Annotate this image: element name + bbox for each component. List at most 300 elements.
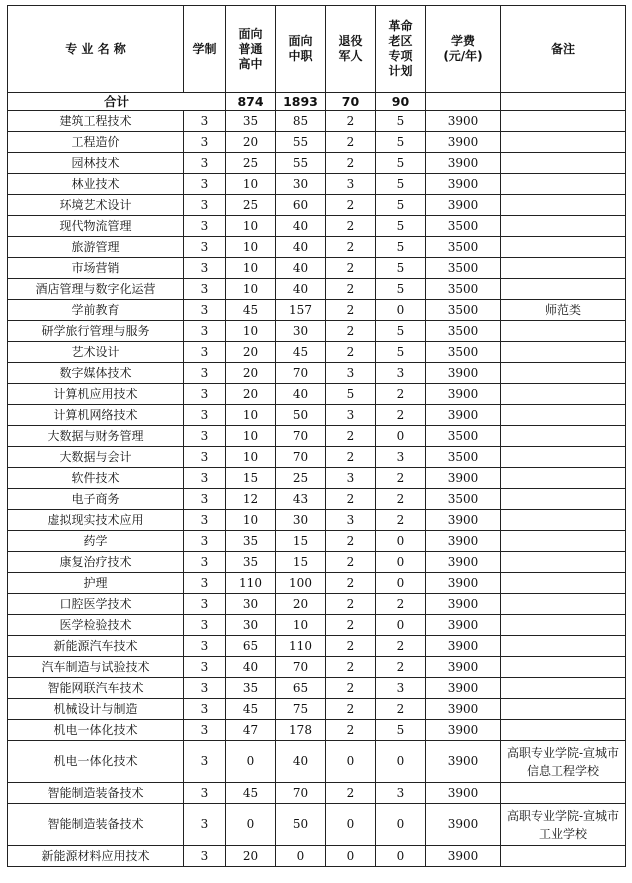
revolution-cell: 0 bbox=[376, 741, 426, 783]
total-general-hs: 874 bbox=[226, 93, 276, 111]
years-cell: 3 bbox=[184, 447, 226, 468]
vocational-cell: 70 bbox=[276, 783, 326, 804]
table-row bbox=[8, 258, 626, 279]
remark-cell bbox=[501, 636, 626, 657]
remark-cell bbox=[501, 510, 626, 531]
major-cell: 医学检验技术 bbox=[8, 615, 184, 636]
veterans-cell: 3 bbox=[326, 405, 376, 426]
general-hs-cell: 25 bbox=[226, 153, 276, 174]
enrollment-plan-document bbox=[7, 5, 626, 867]
table-row bbox=[8, 699, 626, 720]
fee-cell: 3900 bbox=[426, 153, 501, 174]
remark-cell bbox=[501, 237, 626, 258]
header-revolution-line: 专项 bbox=[388, 49, 413, 63]
vocational-cell: 100 bbox=[276, 573, 326, 594]
veterans-cell: 2 bbox=[326, 216, 376, 237]
fee-cell: 3900 bbox=[426, 636, 501, 657]
table-row bbox=[8, 468, 626, 489]
major-cell: 数字媒体技术 bbox=[8, 363, 184, 384]
fee-cell: 3500 bbox=[426, 237, 501, 258]
general-hs-cell: 10 bbox=[226, 237, 276, 258]
general-hs-cell: 12 bbox=[226, 489, 276, 510]
revolution-cell: 2 bbox=[376, 699, 426, 720]
remark-cell: 高职专业学院-宣城市工业学校 bbox=[501, 804, 626, 846]
vocational-cell: 40 bbox=[276, 279, 326, 300]
header-fee bbox=[426, 6, 501, 93]
years-cell: 3 bbox=[184, 132, 226, 153]
header-remark: 备注 bbox=[501, 6, 626, 93]
general-hs-cell: 47 bbox=[226, 720, 276, 741]
total-vocational: 1893 bbox=[276, 93, 326, 111]
vocational-cell: 110 bbox=[276, 636, 326, 657]
veterans-cell: 2 bbox=[326, 573, 376, 594]
general-hs-cell: 20 bbox=[226, 384, 276, 405]
veterans-cell: 2 bbox=[326, 300, 376, 321]
years-cell: 3 bbox=[184, 720, 226, 741]
vocational-cell: 15 bbox=[276, 531, 326, 552]
remark-cell bbox=[501, 468, 626, 489]
remark-cell bbox=[501, 321, 626, 342]
years-cell: 3 bbox=[184, 783, 226, 804]
remark-cell bbox=[501, 174, 626, 195]
table-row bbox=[8, 615, 626, 636]
years-cell: 3 bbox=[184, 279, 226, 300]
major-cell: 新能源汽车技术 bbox=[8, 636, 184, 657]
fee-cell: 3900 bbox=[426, 594, 501, 615]
revolution-cell: 2 bbox=[376, 594, 426, 615]
table-row bbox=[8, 846, 626, 867]
years-cell: 3 bbox=[184, 195, 226, 216]
veterans-cell: 0 bbox=[326, 804, 376, 846]
table-row bbox=[8, 300, 626, 321]
header-vocational-line: 面向 bbox=[288, 34, 313, 48]
header-fee-line: (元/年) bbox=[443, 49, 483, 63]
major-cell: 建筑工程技术 bbox=[8, 111, 184, 132]
remark-cell bbox=[501, 552, 626, 573]
veterans-cell: 2 bbox=[326, 552, 376, 573]
table-row bbox=[8, 678, 626, 699]
revolution-cell: 0 bbox=[376, 426, 426, 447]
veterans-cell: 5 bbox=[326, 384, 376, 405]
remark-cell bbox=[501, 846, 626, 867]
veterans-cell: 2 bbox=[326, 531, 376, 552]
general-hs-cell: 10 bbox=[226, 321, 276, 342]
fee-cell: 3500 bbox=[426, 447, 501, 468]
fee-cell: 3500 bbox=[426, 426, 501, 447]
fee-cell: 3500 bbox=[426, 258, 501, 279]
years-cell: 3 bbox=[184, 174, 226, 195]
table-row bbox=[8, 279, 626, 300]
major-cell: 大数据与财务管理 bbox=[8, 426, 184, 447]
years-cell: 3 bbox=[184, 384, 226, 405]
revolution-cell: 2 bbox=[376, 405, 426, 426]
fee-cell: 3900 bbox=[426, 405, 501, 426]
fee-cell: 3900 bbox=[426, 741, 501, 783]
revolution-cell: 3 bbox=[376, 363, 426, 384]
fee-cell: 3500 bbox=[426, 216, 501, 237]
header-vocational bbox=[276, 6, 326, 93]
revolution-cell: 2 bbox=[376, 657, 426, 678]
vocational-cell: 60 bbox=[276, 195, 326, 216]
fee-cell: 3900 bbox=[426, 132, 501, 153]
fee-cell: 3900 bbox=[426, 111, 501, 132]
table-row bbox=[8, 132, 626, 153]
table-row bbox=[8, 510, 626, 531]
remark-cell bbox=[501, 447, 626, 468]
fee-cell: 3900 bbox=[426, 468, 501, 489]
general-hs-cell: 10 bbox=[226, 510, 276, 531]
general-hs-cell: 10 bbox=[226, 258, 276, 279]
major-cell: 园林技术 bbox=[8, 153, 184, 174]
veterans-cell: 2 bbox=[326, 237, 376, 258]
revolution-cell: 5 bbox=[376, 132, 426, 153]
revolution-cell: 0 bbox=[376, 846, 426, 867]
revolution-cell: 5 bbox=[376, 111, 426, 132]
major-cell: 机电一体化技术 bbox=[8, 741, 184, 783]
revolution-cell: 5 bbox=[376, 216, 426, 237]
fee-cell: 3900 bbox=[426, 699, 501, 720]
vocational-cell: 40 bbox=[276, 384, 326, 405]
vocational-cell: 30 bbox=[276, 321, 326, 342]
years-cell: 3 bbox=[184, 216, 226, 237]
vocational-cell: 40 bbox=[276, 741, 326, 783]
table-row bbox=[8, 426, 626, 447]
vocational-cell: 85 bbox=[276, 111, 326, 132]
header-veterans bbox=[326, 6, 376, 93]
revolution-cell: 5 bbox=[376, 321, 426, 342]
table-row bbox=[8, 384, 626, 405]
veterans-cell: 2 bbox=[326, 258, 376, 279]
total-veterans: 70 bbox=[326, 93, 376, 111]
general-hs-cell: 10 bbox=[226, 174, 276, 195]
remark-cell bbox=[501, 678, 626, 699]
table-row bbox=[8, 720, 626, 741]
general-hs-cell: 35 bbox=[226, 552, 276, 573]
years-cell: 3 bbox=[184, 531, 226, 552]
vocational-cell: 40 bbox=[276, 216, 326, 237]
vocational-cell: 70 bbox=[276, 447, 326, 468]
vocational-cell: 15 bbox=[276, 552, 326, 573]
years-cell: 3 bbox=[184, 342, 226, 363]
remark-cell bbox=[501, 531, 626, 552]
vocational-cell: 50 bbox=[276, 804, 326, 846]
revolution-cell: 3 bbox=[376, 447, 426, 468]
major-cell: 口腔医学技术 bbox=[8, 594, 184, 615]
major-cell: 虚拟现实技术应用 bbox=[8, 510, 184, 531]
remark-cell bbox=[501, 111, 626, 132]
remark-cell bbox=[501, 699, 626, 720]
fee-cell: 3900 bbox=[426, 174, 501, 195]
vocational-cell: 157 bbox=[276, 300, 326, 321]
general-hs-cell: 20 bbox=[226, 846, 276, 867]
years-cell: 3 bbox=[184, 657, 226, 678]
major-cell: 工程造价 bbox=[8, 132, 184, 153]
remark-cell bbox=[501, 342, 626, 363]
veterans-cell: 2 bbox=[326, 447, 376, 468]
veterans-cell: 2 bbox=[326, 279, 376, 300]
revolution-cell: 2 bbox=[376, 489, 426, 510]
years-cell: 3 bbox=[184, 804, 226, 846]
header-years: 学制 bbox=[184, 6, 226, 93]
major-cell: 药学 bbox=[8, 531, 184, 552]
revolution-cell: 2 bbox=[376, 510, 426, 531]
header-veterans-line: 退役 bbox=[338, 34, 363, 48]
major-cell: 软件技术 bbox=[8, 468, 184, 489]
general-hs-cell: 35 bbox=[226, 111, 276, 132]
table-row bbox=[8, 531, 626, 552]
major-cell: 研学旅行管理与服务 bbox=[8, 321, 184, 342]
major-cell: 计算机应用技术 bbox=[8, 384, 184, 405]
years-cell: 3 bbox=[184, 405, 226, 426]
major-cell: 学前教育 bbox=[8, 300, 184, 321]
table-row bbox=[8, 594, 626, 615]
major-cell: 计算机网络技术 bbox=[8, 405, 184, 426]
header-veterans-line: 军人 bbox=[338, 49, 363, 63]
remark-cell: 高职专业学院-宣城市信息工程学校 bbox=[501, 741, 626, 783]
table-row bbox=[8, 552, 626, 573]
years-cell: 3 bbox=[184, 594, 226, 615]
general-hs-cell: 25 bbox=[226, 195, 276, 216]
years-cell: 3 bbox=[184, 846, 226, 867]
major-cell: 康复治疗技术 bbox=[8, 552, 184, 573]
table-row bbox=[8, 174, 626, 195]
fee-cell: 3900 bbox=[426, 846, 501, 867]
revolution-cell: 5 bbox=[376, 174, 426, 195]
general-hs-cell: 30 bbox=[226, 615, 276, 636]
veterans-cell: 2 bbox=[326, 426, 376, 447]
major-cell: 智能网联汽车技术 bbox=[8, 678, 184, 699]
years-cell: 3 bbox=[184, 111, 226, 132]
fee-cell: 3900 bbox=[426, 363, 501, 384]
general-hs-cell: 30 bbox=[226, 594, 276, 615]
veterans-cell: 2 bbox=[326, 657, 376, 678]
revolution-cell: 5 bbox=[376, 153, 426, 174]
vocational-cell: 50 bbox=[276, 405, 326, 426]
veterans-cell: 2 bbox=[326, 636, 376, 657]
remark-cell bbox=[501, 363, 626, 384]
major-cell: 酒店管理与数字化运营 bbox=[8, 279, 184, 300]
veterans-cell: 0 bbox=[326, 846, 376, 867]
revolution-cell: 3 bbox=[376, 678, 426, 699]
revolution-cell: 5 bbox=[376, 195, 426, 216]
years-cell: 3 bbox=[184, 426, 226, 447]
veterans-cell: 2 bbox=[326, 783, 376, 804]
table-row bbox=[8, 405, 626, 426]
revolution-cell: 2 bbox=[376, 636, 426, 657]
major-cell: 大数据与会计 bbox=[8, 447, 184, 468]
header-general-hs-line: 高中 bbox=[238, 56, 263, 71]
table-row bbox=[8, 804, 626, 846]
veterans-cell: 2 bbox=[326, 678, 376, 699]
major-cell: 护理 bbox=[8, 573, 184, 594]
general-hs-cell: 20 bbox=[226, 342, 276, 363]
years-cell: 3 bbox=[184, 552, 226, 573]
fee-cell: 3900 bbox=[426, 615, 501, 636]
table-row bbox=[8, 216, 626, 237]
vocational-cell: 0 bbox=[276, 846, 326, 867]
veterans-cell: 2 bbox=[326, 615, 376, 636]
veterans-cell: 3 bbox=[326, 363, 376, 384]
major-cell: 旅游管理 bbox=[8, 237, 184, 258]
header-general-hs bbox=[226, 6, 276, 93]
remark-cell bbox=[501, 258, 626, 279]
table-row bbox=[8, 363, 626, 384]
general-hs-cell: 35 bbox=[226, 678, 276, 699]
table-row bbox=[8, 741, 626, 783]
veterans-cell: 2 bbox=[326, 321, 376, 342]
general-hs-cell: 0 bbox=[226, 741, 276, 783]
fee-cell: 3500 bbox=[426, 342, 501, 363]
remark-cell bbox=[501, 132, 626, 153]
fee-cell: 3900 bbox=[426, 384, 501, 405]
header-revolution-line: 革命 bbox=[388, 19, 413, 33]
veterans-cell: 2 bbox=[326, 342, 376, 363]
revolution-cell: 0 bbox=[376, 573, 426, 594]
revolution-cell: 0 bbox=[376, 615, 426, 636]
remark-cell bbox=[501, 657, 626, 678]
years-cell: 3 bbox=[184, 699, 226, 720]
revolution-cell: 0 bbox=[376, 300, 426, 321]
years-cell: 3 bbox=[184, 468, 226, 489]
total-revolution: 90 bbox=[376, 93, 426, 111]
general-hs-cell: 10 bbox=[226, 279, 276, 300]
remark-cell bbox=[501, 195, 626, 216]
revolution-cell: 0 bbox=[376, 531, 426, 552]
general-hs-cell: 20 bbox=[226, 132, 276, 153]
fee-cell: 3900 bbox=[426, 804, 501, 846]
fee-cell: 3500 bbox=[426, 300, 501, 321]
remark-cell: 师范类 bbox=[501, 300, 626, 321]
fee-cell: 3900 bbox=[426, 678, 501, 699]
table-row bbox=[8, 636, 626, 657]
vocational-cell: 10 bbox=[276, 615, 326, 636]
major-cell: 林业技术 bbox=[8, 174, 184, 195]
header-general-hs-line: 普通 bbox=[238, 41, 263, 56]
major-cell: 机械设计与制造 bbox=[8, 699, 184, 720]
fee-cell: 3500 bbox=[426, 279, 501, 300]
remark-cell bbox=[501, 279, 626, 300]
table-row bbox=[8, 237, 626, 258]
vocational-cell: 70 bbox=[276, 363, 326, 384]
general-hs-cell: 10 bbox=[226, 405, 276, 426]
vocational-cell: 30 bbox=[276, 174, 326, 195]
vocational-cell: 43 bbox=[276, 489, 326, 510]
veterans-cell: 2 bbox=[326, 153, 376, 174]
major-cell: 市场营销 bbox=[8, 258, 184, 279]
veterans-cell: 3 bbox=[326, 174, 376, 195]
remark-cell bbox=[501, 615, 626, 636]
header-major: 专 业 名 称 bbox=[8, 6, 184, 93]
total-remark bbox=[501, 93, 626, 111]
table-row bbox=[8, 111, 626, 132]
revolution-cell: 3 bbox=[376, 783, 426, 804]
major-cell: 环境艺术设计 bbox=[8, 195, 184, 216]
general-hs-cell: 10 bbox=[226, 426, 276, 447]
years-cell: 3 bbox=[184, 237, 226, 258]
revolution-cell: 2 bbox=[376, 384, 426, 405]
revolution-cell: 0 bbox=[376, 552, 426, 573]
fee-cell: 3900 bbox=[426, 531, 501, 552]
remark-cell bbox=[501, 783, 626, 804]
table-row bbox=[8, 783, 626, 804]
major-cell: 智能制造装备技术 bbox=[8, 783, 184, 804]
table-row bbox=[8, 342, 626, 363]
revolution-cell: 5 bbox=[376, 258, 426, 279]
veterans-cell: 2 bbox=[326, 111, 376, 132]
major-cell: 艺术设计 bbox=[8, 342, 184, 363]
fee-cell: 3500 bbox=[426, 321, 501, 342]
enrollment-table bbox=[7, 5, 626, 867]
vocational-cell: 45 bbox=[276, 342, 326, 363]
fee-cell: 3500 bbox=[426, 489, 501, 510]
table-row bbox=[8, 657, 626, 678]
remark-cell bbox=[501, 594, 626, 615]
header-fee-line: 学费 bbox=[450, 34, 475, 48]
general-hs-cell: 0 bbox=[226, 804, 276, 846]
veterans-cell: 2 bbox=[326, 489, 376, 510]
revolution-cell: 5 bbox=[376, 720, 426, 741]
table-row bbox=[8, 321, 626, 342]
remark-cell bbox=[501, 426, 626, 447]
total-row bbox=[8, 93, 626, 111]
vocational-cell: 25 bbox=[276, 468, 326, 489]
vocational-cell: 40 bbox=[276, 237, 326, 258]
revolution-cell: 2 bbox=[376, 468, 426, 489]
general-hs-cell: 110 bbox=[226, 573, 276, 594]
header-revolution-line: 老区 bbox=[388, 34, 413, 48]
vocational-cell: 178 bbox=[276, 720, 326, 741]
years-cell: 3 bbox=[184, 153, 226, 174]
remark-cell bbox=[501, 153, 626, 174]
veterans-cell: 2 bbox=[326, 195, 376, 216]
vocational-cell: 65 bbox=[276, 678, 326, 699]
remark-cell bbox=[501, 216, 626, 237]
vocational-cell: 55 bbox=[276, 132, 326, 153]
remark-cell bbox=[501, 405, 626, 426]
fee-cell: 3900 bbox=[426, 657, 501, 678]
veterans-cell: 2 bbox=[326, 699, 376, 720]
total-label: 合计 bbox=[8, 93, 226, 111]
years-cell: 3 bbox=[184, 741, 226, 783]
major-cell: 汽车制造与试验技术 bbox=[8, 657, 184, 678]
table-row bbox=[8, 447, 626, 468]
vocational-cell: 70 bbox=[276, 426, 326, 447]
fee-cell: 3900 bbox=[426, 783, 501, 804]
table-row bbox=[8, 195, 626, 216]
fee-cell: 3900 bbox=[426, 720, 501, 741]
revolution-cell: 5 bbox=[376, 237, 426, 258]
veterans-cell: 2 bbox=[326, 720, 376, 741]
table-row bbox=[8, 153, 626, 174]
major-cell: 机电一体化技术 bbox=[8, 720, 184, 741]
general-hs-cell: 15 bbox=[226, 468, 276, 489]
header-general-hs-line: 面向 bbox=[238, 26, 263, 41]
general-hs-cell: 65 bbox=[226, 636, 276, 657]
years-cell: 3 bbox=[184, 489, 226, 510]
years-cell: 3 bbox=[184, 510, 226, 531]
years-cell: 3 bbox=[184, 363, 226, 384]
general-hs-cell: 45 bbox=[226, 783, 276, 804]
veterans-cell: 0 bbox=[326, 741, 376, 783]
general-hs-cell: 35 bbox=[226, 531, 276, 552]
revolution-cell: 5 bbox=[376, 279, 426, 300]
header-revolution-line: 计划 bbox=[388, 64, 413, 78]
fee-cell: 3900 bbox=[426, 573, 501, 594]
major-cell: 电子商务 bbox=[8, 489, 184, 510]
table-row bbox=[8, 573, 626, 594]
header-row bbox=[8, 6, 626, 93]
header-vocational-line: 中职 bbox=[288, 49, 313, 63]
